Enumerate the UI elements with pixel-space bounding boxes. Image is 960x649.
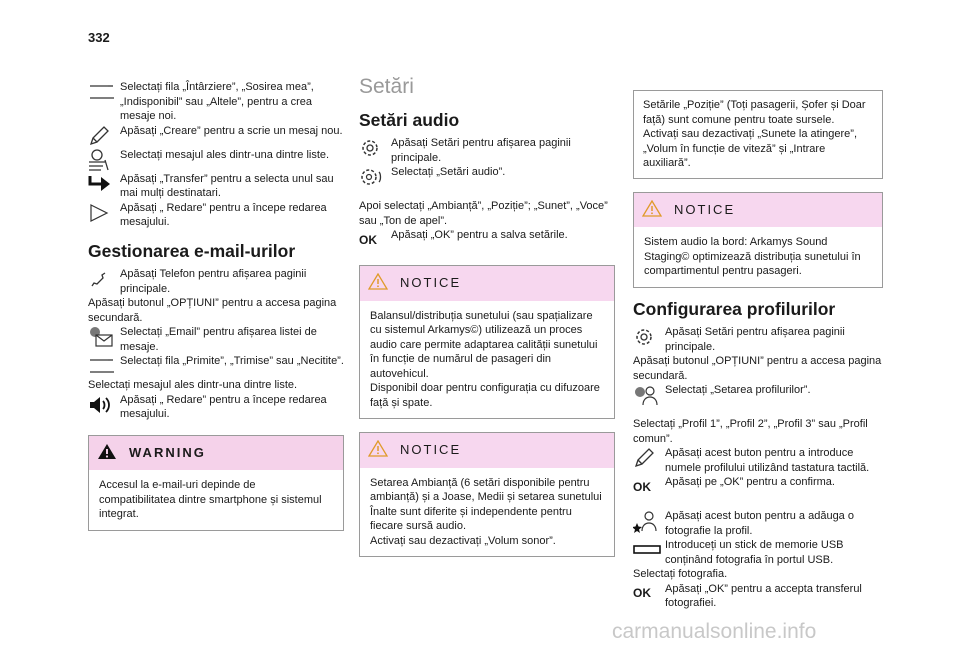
step-text: Apăsați „ Redare” pentru a începe redarea mesajului. xyxy=(120,393,327,420)
section-heading: Setări audio xyxy=(359,109,460,130)
step-select-message xyxy=(88,148,344,172)
paragraph: Setările „Poziție” (Toți pasagerii, Șofer și Doar față) sunt comune pentru toate sursele. Activați sau dezactivați „Sunete la atingere”, „Volum în funcție de viteză” și „Intrare auxiliară”. xyxy=(643,99,866,169)
step-profile-settings xyxy=(633,383,883,407)
step-usb xyxy=(633,538,883,567)
notice-icon xyxy=(368,273,388,294)
step-play xyxy=(88,201,344,230)
step-text: Apăsați Setări pentru afișarea paginii principale. xyxy=(665,326,845,353)
paragraph: Selectați fotografia. xyxy=(633,568,728,580)
profile-icon xyxy=(633,383,665,407)
step-text: Selectați „Email” pentru afișarea listei de mesaje. xyxy=(120,326,317,353)
step-edit-name xyxy=(633,446,883,475)
usb-stick-icon xyxy=(633,538,665,562)
gear-icon xyxy=(359,136,391,160)
step-text: Selectați mesajul ales dintr-una dintre liste. xyxy=(120,148,330,161)
notice-icon xyxy=(368,440,388,461)
step-text: Apăsați acest buton pentru a adăuga o fotografie la profil. xyxy=(665,510,854,537)
warning-icon xyxy=(97,443,117,464)
notice-box xyxy=(359,265,615,419)
speaker-icon xyxy=(88,393,120,417)
step-text: Apăsați „ Redare” pentru a începe redarea mesajului. xyxy=(120,201,327,228)
warning-text: Accesul la e-mail-uri depinde de compatibilitatea dintre smartphone și sistemul integrat. xyxy=(99,479,322,520)
paragraph: Apoi selectați „Ambianță”, „Poziție”; „Sunet”, „Voce” sau „Ton de apel”. xyxy=(359,200,608,227)
paragraph: Apăsați butonul „OPȚIUNI” pentru a accesa pagina secundară. xyxy=(633,355,882,382)
paragraph: Selectați „Profil 1”, „Profil 2”, „Profil 3” sau „Profil comun”. xyxy=(633,418,868,445)
pencil-icon xyxy=(633,446,665,470)
step-text: Introduceți un stick de memorie USB conținând fotografia în portul USB. xyxy=(665,539,844,566)
message-list-icon xyxy=(88,354,120,378)
notice-header xyxy=(360,266,614,301)
message-select-icon xyxy=(88,148,120,172)
step-add-photo xyxy=(633,509,883,538)
page-title: Setări xyxy=(359,75,414,98)
step-text: Selectați fila „Întârziere”, „Sosirea mea”, „Indisponibil” sau „Altele”, pentru a crea mesaje noi. xyxy=(120,81,314,122)
column-left xyxy=(88,80,344,544)
step-text: Apăsați „OK” pentru a salva setările. xyxy=(391,229,568,241)
step-inbox-tab xyxy=(88,354,344,378)
column-middle xyxy=(359,75,615,570)
step-play-email xyxy=(88,393,344,422)
step-ok xyxy=(359,228,615,252)
message-list-icon xyxy=(88,80,120,104)
notice-text: Setarea Ambianță (6 setări disponibile pentru ambianță) și a Joase, Medii și setarea sunetului Înalte sunt diferite și independente pentru fiecare sursă audio. Activați sau dezactivați „Volum sonor”. xyxy=(370,476,602,547)
warning-header xyxy=(89,436,343,471)
audio-settings-icon xyxy=(359,165,391,189)
section-heading: Gestionarea e-mail-urilor xyxy=(88,240,296,261)
notice-title: NOTICE xyxy=(400,275,462,290)
step-phone xyxy=(88,267,344,296)
step-settings xyxy=(359,136,615,165)
step-text: Apăsați Setări pentru afișarea paginii principale. xyxy=(391,137,571,164)
section-heading: Configurarea profilurilor xyxy=(633,298,836,319)
step-text: Apăsați Telefon pentru afișarea paginii principale. xyxy=(120,268,307,295)
ok-icon: OK xyxy=(633,479,651,494)
step-text: Selectați fila „Primite”, „Trimise” sau „Necitite”. xyxy=(120,355,344,367)
profile-photo-icon xyxy=(633,509,665,533)
phone-icon xyxy=(88,267,120,291)
step-text: Apăsați acest buton pentru a introduce numele profilului utilizând tastatura tactilă. xyxy=(665,447,870,474)
step-create xyxy=(88,124,344,148)
ok-icon: OK xyxy=(359,232,377,247)
step-confirm xyxy=(633,475,883,499)
step-text: Selectați „Setarea profilurilor”. xyxy=(665,384,811,396)
step-accept xyxy=(633,582,883,611)
notice-header xyxy=(360,433,614,468)
notice-box xyxy=(633,192,883,288)
paragraph: Apăsați butonul „OPȚIUNI” pentru a accesa pagina secundară. xyxy=(88,297,337,324)
paragraph: Selectați mesajul ales dintr-una dintre liste. xyxy=(88,379,298,391)
step-transfer xyxy=(88,172,344,201)
step-settings xyxy=(633,325,883,354)
warning-title: WARNING xyxy=(129,444,206,460)
step-text: Apăsați „Creare” pentru a scrie un mesaj nou. xyxy=(120,124,343,137)
gear-icon xyxy=(633,325,665,349)
notice-text: Balansul/distribuția sunetului (sau spațializare cu sistemul Arkamys©) utilizează un proces audio care permite adaptarea calității sunetului în funcție de numărul de pasageri din autovehicul. Disponibil doar pentru configurația cu difuzoare față și spate. xyxy=(370,309,600,409)
notice-title: NOTICE xyxy=(674,201,736,217)
notice-title: NOTICE xyxy=(400,442,462,457)
play-icon xyxy=(88,201,120,225)
pencil-icon xyxy=(88,124,120,148)
step-text: Apăsați „Transfer” pentru a selecta unul sau mai mulți destinatari. xyxy=(120,172,334,199)
watermark: carmanualsonline.info xyxy=(612,620,817,643)
column-right xyxy=(633,80,883,611)
notice-text: Sistem audio la bord: Arkamys Sound Staging© optimizează distribuția sunetului în compartimentul pentru pasageri. xyxy=(644,236,861,277)
transfer-arrow-icon xyxy=(88,172,120,196)
step-text: Apăsați pe „OK” pentru a confirma. xyxy=(665,476,835,488)
settings-info-box xyxy=(633,90,883,179)
ok-icon: OK xyxy=(633,586,651,601)
notice-box xyxy=(359,432,615,557)
step-text: Selectați „Setări audio”. xyxy=(391,166,506,178)
step-email xyxy=(88,325,344,354)
notice-icon xyxy=(642,200,662,221)
email-icon xyxy=(88,325,120,349)
page-number: 332 xyxy=(88,30,110,45)
step-audio-settings xyxy=(359,165,615,189)
warning-box xyxy=(88,435,344,531)
step-text: Apăsați „OK” pentru a accepta transferul fotografiei. xyxy=(665,582,862,609)
step-select-tab xyxy=(88,80,344,124)
notice-header xyxy=(634,193,882,228)
